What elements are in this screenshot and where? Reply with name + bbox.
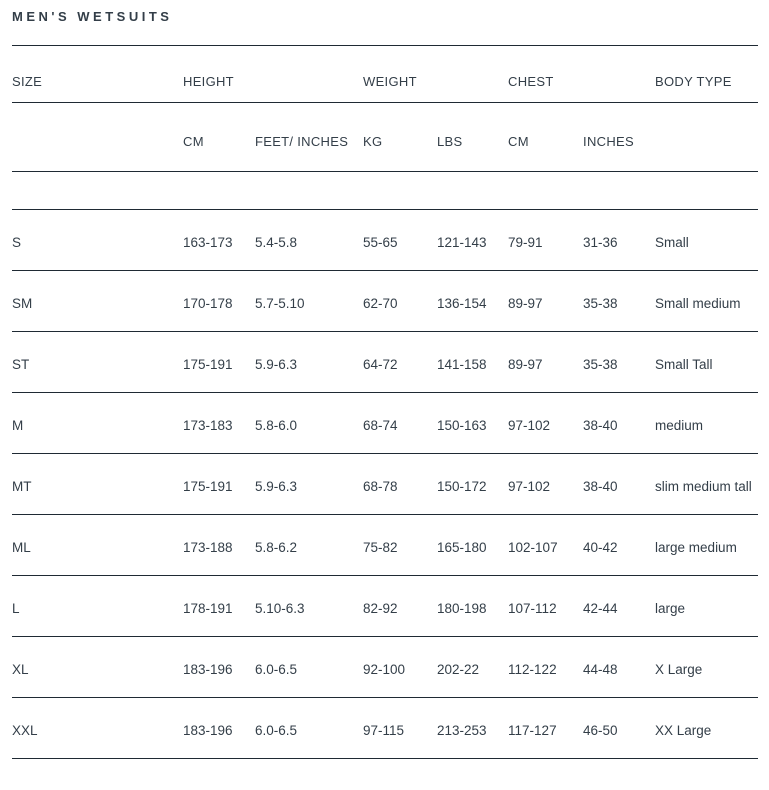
cell-chest-cm: 89-97 (508, 271, 583, 332)
cell-height-cm: 175-191 (183, 332, 255, 393)
col-header-size: SIZE (12, 46, 183, 103)
cell-weight-lbs: 213-253 (437, 698, 508, 759)
spacer-cell (12, 172, 758, 210)
cell-height-cm: 175-191 (183, 454, 255, 515)
cell-chest-inches: 44-48 (583, 637, 655, 698)
cell-chest-inches: 42-44 (583, 576, 655, 637)
unit-header-chest-cm: CM (508, 103, 583, 172)
col-header-chest: CHEST (508, 46, 655, 103)
cell-weight-lbs: 180-198 (437, 576, 508, 637)
cell-weight-kg: 92-100 (363, 637, 437, 698)
cell-weight-kg: 82-92 (363, 576, 437, 637)
cell-body-type: large medium (655, 515, 758, 576)
cell-weight-lbs: 165-180 (437, 515, 508, 576)
cell-size: XL (12, 637, 183, 698)
cell-height-feet-inches: 5.10-6.3 (255, 576, 363, 637)
cell-weight-kg: 97-115 (363, 698, 437, 759)
cell-body-type: slim medium tall (655, 454, 758, 515)
cell-chest-cm: 117-127 (508, 698, 583, 759)
col-header-height: HEIGHT (183, 46, 363, 103)
unit-header-row (12, 103, 758, 172)
cell-body-type: Small Tall (655, 332, 758, 393)
cell-height-feet-inches: 5.9-6.3 (255, 332, 363, 393)
cell-weight-lbs: 150-163 (437, 393, 508, 454)
cell-body-type: XX Large (655, 698, 758, 759)
cell-weight-kg: 68-78 (363, 454, 437, 515)
cell-height-feet-inches: 5.9-6.3 (255, 454, 363, 515)
table-row (12, 637, 758, 698)
cell-weight-kg: 68-74 (363, 393, 437, 454)
col-header-weight: WEIGHT (363, 46, 508, 103)
cell-chest-inches: 40-42 (583, 515, 655, 576)
cell-weight-lbs: 121-143 (437, 210, 508, 271)
unit-header-chest-inches: INCHES (583, 103, 655, 172)
cell-body-type: X Large (655, 637, 758, 698)
cell-weight-kg: 75-82 (363, 515, 437, 576)
group-header-row (12, 46, 758, 103)
cell-weight-kg: 64-72 (363, 332, 437, 393)
cell-weight-lbs: 202-22 (437, 637, 508, 698)
cell-chest-cm: 89-97 (508, 332, 583, 393)
cell-weight-lbs: 141-158 (437, 332, 508, 393)
cell-chest-cm: 97-102 (508, 454, 583, 515)
cell-height-cm: 178-191 (183, 576, 255, 637)
cell-weight-kg: 55-65 (363, 210, 437, 271)
cell-chest-inches: 35-38 (583, 332, 655, 393)
cell-size: M (12, 393, 183, 454)
cell-chest-cm: 97-102 (508, 393, 583, 454)
cell-height-feet-inches: 5.7-5.10 (255, 271, 363, 332)
table-row (12, 576, 758, 637)
unit-header-feet-inches: FEET/ INCHES (255, 103, 363, 172)
cell-height-feet-inches: 5.8-6.2 (255, 515, 363, 576)
cell-size: XXL (12, 698, 183, 759)
cell-height-cm: 170-178 (183, 271, 255, 332)
cell-chest-inches: 31-36 (583, 210, 655, 271)
cell-size: SM (12, 271, 183, 332)
cell-chest-cm: 107-112 (508, 576, 583, 637)
size-chart-table (12, 45, 758, 759)
cell-chest-inches: 35-38 (583, 271, 655, 332)
cell-chest-inches: 38-40 (583, 454, 655, 515)
cell-height-cm: 183-196 (183, 698, 255, 759)
unit-header-weight-lbs: LBS (437, 103, 508, 172)
cell-height-cm: 183-196 (183, 637, 255, 698)
table-row (12, 454, 758, 515)
table-row (12, 698, 758, 759)
table-row (12, 332, 758, 393)
table-row (12, 271, 758, 332)
cell-chest-inches: 38-40 (583, 393, 655, 454)
unit-header-empty (12, 103, 183, 172)
cell-body-type: Small (655, 210, 758, 271)
cell-height-cm: 163-173 (183, 210, 255, 271)
cell-body-type: large (655, 576, 758, 637)
unit-header-height-cm: CM (183, 103, 255, 172)
cell-size: ML (12, 515, 183, 576)
cell-height-feet-inches: 6.0-6.5 (255, 637, 363, 698)
table-row (12, 210, 758, 271)
cell-chest-cm: 112-122 (508, 637, 583, 698)
spacer-row (12, 172, 758, 210)
cell-chest-cm: 79-91 (508, 210, 583, 271)
cell-size: L (12, 576, 183, 637)
cell-size: S (12, 210, 183, 271)
table-row (12, 515, 758, 576)
cell-size: ST (12, 332, 183, 393)
cell-height-cm: 173-183 (183, 393, 255, 454)
cell-weight-lbs: 150-172 (437, 454, 508, 515)
page-title: MEN'S WETSUITS (12, 9, 173, 24)
cell-chest-inches: 46-50 (583, 698, 655, 759)
col-header-body-type: BODY TYPE (655, 46, 758, 103)
table-body (12, 210, 758, 759)
cell-height-feet-inches: 6.0-6.5 (255, 698, 363, 759)
cell-height-cm: 173-188 (183, 515, 255, 576)
table-row (12, 393, 758, 454)
cell-chest-cm: 102-107 (508, 515, 583, 576)
unit-header-empty (655, 103, 758, 172)
cell-body-type: medium (655, 393, 758, 454)
cell-size: MT (12, 454, 183, 515)
cell-weight-kg: 62-70 (363, 271, 437, 332)
cell-height-feet-inches: 5.8-6.0 (255, 393, 363, 454)
cell-weight-lbs: 136-154 (437, 271, 508, 332)
cell-body-type: Small medium (655, 271, 758, 332)
unit-header-weight-kg: KG (363, 103, 437, 172)
cell-height-feet-inches: 5.4-5.8 (255, 210, 363, 271)
